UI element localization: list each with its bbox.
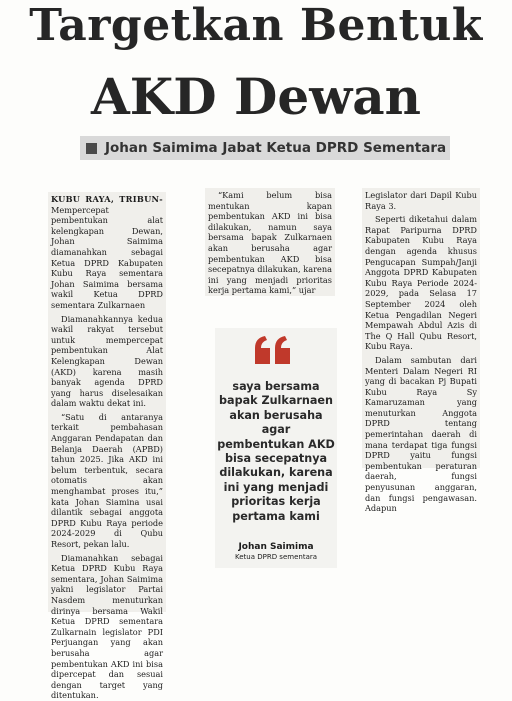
article-column-3 — [362, 188, 480, 514]
column-1-paragraph-3: “Satu di antaranya terkait pembahasan Anggaran Pendapatan dan Belanja Daerah (APBD) tahun 2025. Jika AKD ini belum terbentuk, secara otomatis akan menghambat proses itu,” kata Johan Siamina usai dilantik sebagai anggota DPRD Kubu Raya periode 2024-2029 di Qubu Resort, pekan lalu. — [51, 411, 163, 549]
pull-quote-box — [215, 328, 337, 568]
pull-quote-role: Ketua DPRD sementara — [234, 553, 318, 561]
article-column-2 — [205, 188, 335, 296]
quote-mark-icon — [253, 334, 293, 366]
bullet-square-icon — [86, 143, 97, 154]
column-1-paragraph-4: Diamanahkan sebagai Ketua DPRD Kubu Raya sementara, Johan Saimima yakni legislator Partai Nasdem menuturkan dirinya bersama Wakil Ketua DPRD sementara Zulkarnain legislator PDI Perjuangan yang akan berusaha agar pembentukan AKD ini bisa dipercepat dan sesuai dengan target yang ditentukan. — [51, 552, 163, 701]
subheadline-text: Johan Saimima Jabat Ketua DPRD Sementara — [105, 140, 447, 156]
article-column-1 — [48, 192, 166, 701]
column-1-paragraph-1 — [51, 194, 163, 311]
headline-line-1: Targetkan Bentuk — [29, 0, 483, 51]
column-1-paragraph-2: Diamanahkannya kedua wakil rakyat tersebut untuk mempercepat pembentukan Alat Kelengkapan Dewan (AKD) karena masih banyak agenda DPRD yang harus diselesaikan dalam waktu dekat ini. — [51, 313, 163, 409]
pull-quote-attribution — [215, 542, 337, 561]
column-1-lead-text: Mempercepat pembentukan alat kelengkapan Dewan, Johan Saimima diamanahkan sebagai Ketua DPRD Kabupaten Kubu Raya sementara Johan Saimima bersama wakil Ketua DPRD sementara Zulkarnaen — [51, 204, 163, 310]
column-3-paragraph-2: Seperti diketahui dalam Rapat Paripurna DPRD Kabupaten Kubu Raya dengan agenda khusus Pengucapan Sumpah/Janji Anggota DPRD Kabupaten Kubu Raya Periode 2024-2029, pada Selasa 17 September 2024 oleh Ketua Pengadilan Negeri Mempawah Abdul Azis di The Q Hall Qubu Resort, Kubu Raya. — [365, 214, 477, 352]
subheadline — [80, 136, 450, 160]
column-3-paragraph-1: Legislator dari Dapil Kubu Raya 3. — [365, 190, 477, 211]
pull-quote-name: Johan Saimima — [238, 542, 314, 552]
column-3-paragraph-3: Dalam sambutan dari Menteri Dalam Negeri RI yang di bacakan Pj Bupati Kubu Raya Sy Kamaruzaman yang menuturkan Anggota DPRD tentang pemerintahan daerah di mana terdapat tiga fungsi DPRD yaitu fungsi pembentukan peraturan daerah, fungsi penyusunan anggaran, dan fungsi pengawasan. Adapun — [365, 354, 477, 514]
pull-quote-text: saya bersama bapak Zulkarnaen akan berusaha agar pembentukan AKD bisa secepatnya dilakukan, karena ini yang menjadi prioritas kerja pertama kami — [217, 380, 335, 523]
column-2-paragraph-1: “Kami belum bisa mentukan kapan pembentukan AKD ini bisa dilakukan, namun saya bersama bapak Zulkarnaen akan berusaha agar pembentukan AKD bisa secepatnya dilakukan, karena ini yang menjadi prioritas kerja pertama kami,” ujar — [208, 190, 332, 296]
dateline: KUBU RAYA, TRIBUN- — [51, 194, 163, 204]
headline-line-2: AKD Dewan — [91, 67, 421, 126]
